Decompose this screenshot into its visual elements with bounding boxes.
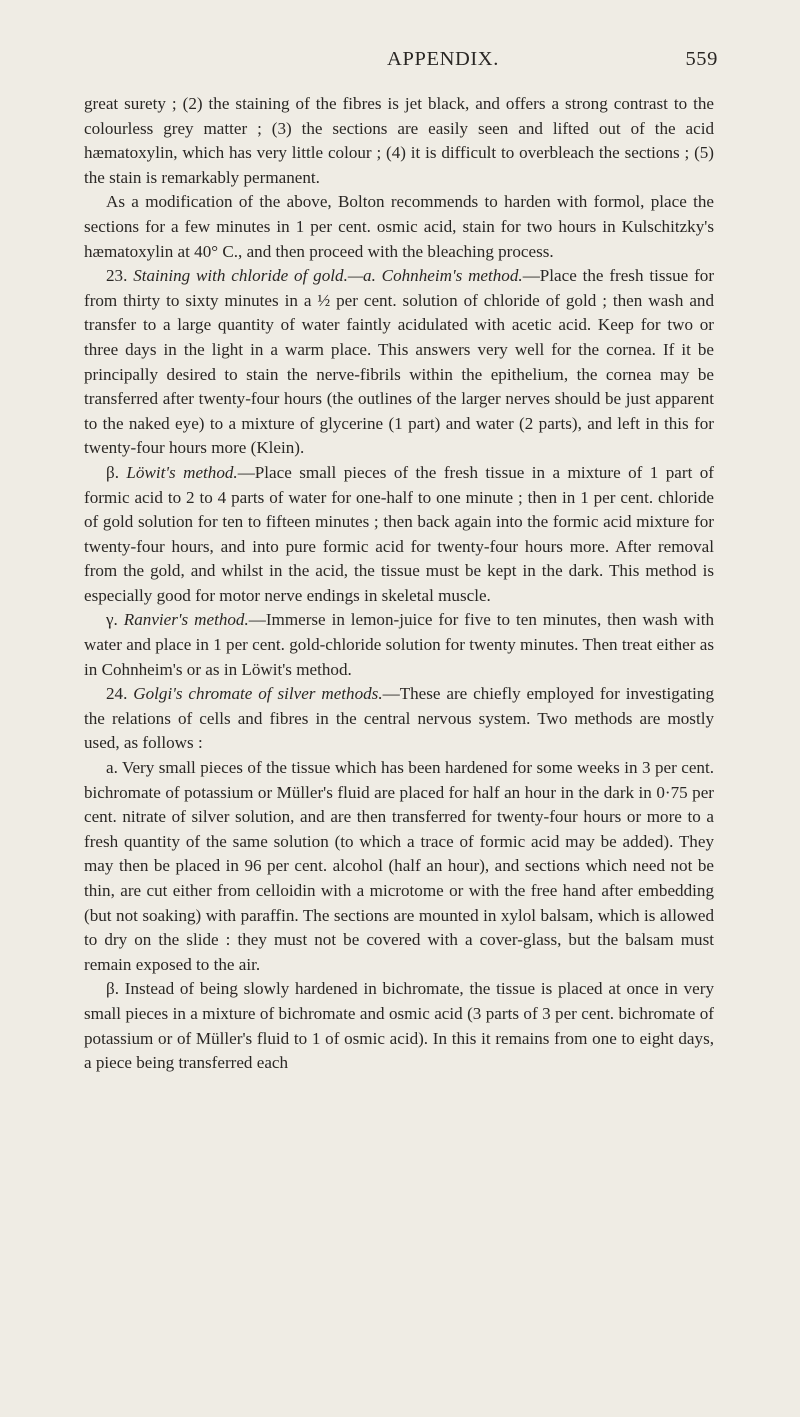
paragraph-golgi-methods [84, 682, 714, 756]
paragraph-golgi-method-a [84, 756, 714, 977]
section-number: 23. [106, 266, 134, 286]
paragraph-text: —These are chiefly employed for investigating the relations of cells and fibres in the central nervous system. Two methods are mostly used, as follows : [84, 684, 714, 753]
paragraph-golgi-method-b [84, 977, 714, 1075]
paragraph-ranvier-method [84, 608, 714, 682]
section-marker: β. [106, 462, 127, 482]
section-heading: Golgi's chromate of silver methods. [133, 684, 383, 704]
paragraph-text: Instead of being slowly hardened in bichromate, the tissue is placed at once in very small pieces in a mixture of bichromate and osmic acid (3 parts of 3 per cent. bichromate of potassium or of Müller's fluid to 1 of osmic acid). In this it remains from one to eight days, a piece being transferred each [84, 979, 714, 1073]
paragraph-gold-chloride-cohnheim [84, 264, 714, 461]
paragraph-text: great surety ; (2) the staining of the fibres is jet black, and offers a strong contrast to the colourless grey matter ; (3) the sections are easily seen and lifted out of the acid hæmatoxylin, which has very little colour ; (4) it is difficult to overbleach the sections ; (5) the stain is remarkably permanent. [84, 94, 714, 187]
running-title: APPENDIX. [387, 48, 499, 70]
running-header [88, 48, 718, 74]
paragraph-bolton-modification [84, 190, 714, 264]
paragraph-text: Very small pieces of the tissue which has been hardened for some weeks in 3 per cent. bichromate of potassium or Müller's fluid are placed for half an hour in the dark in 0·75 per cent. nitrate of silver solution, and are then transferred for twenty-four hours or more to a fresh quantity of the same solution (to which a trace of formic acid may be added). They may then be placed in 96 per cent. alcohol (half an hour), and sections which need not be thin, are cut either from celloidin with a microtome or with the free hand after embedding (but not soaking) with paraffin. The sections are mounted in xylol balsam, which is allowed to dry on the slide : they must not be covered with a cover-glass, but the balsam must remain exposed to the air. [84, 758, 714, 974]
section-marker: β. [106, 979, 125, 999]
paragraph-text: —Place small pieces of the fresh tissue in a mixture of 1 part of formic acid to 2 to 4 parts of water for one-half to one minute ; then in 1 per cent. chloride of gold solution for ten to fifteen minutes ; then back again into the formic acid mixture for twenty-four hours, and into pure formic acid for twenty-four hours more. After removal from the gold, and whilst in the acid, the tissue must be kept in the dark. This method is especially good for motor nerve endings in skeletal muscle. [84, 462, 714, 605]
paragraph-lowit-method [84, 461, 714, 609]
paragraph-text: As a modification of the above, Bolton recommends to harden with formol, place the sections for a few minutes in 1 per cent. osmic acid, stain for two hours in Kulschitzky's hæmatoxylin at 40° C., and then proceed with the bleaching process. [84, 192, 714, 261]
section-heading: Löwit's method. [126, 462, 238, 482]
section-marker: a. [106, 758, 123, 778]
section-heading: Ranvier's method. [123, 610, 249, 630]
section-number: 24. [106, 684, 134, 704]
page-number: 559 [685, 48, 718, 70]
section-marker: γ. [106, 610, 124, 630]
paragraph-text: —Place the fresh tissue for from thirty to sixty minutes in a ½ per cent. solution of chloride of gold ; then wash and transfer to a large quantity of water faintly acidulated with acetic acid. Keep for two or three days in the light in a warm place. This answers very well for the cornea. If it be principally desired to stain the nerve-fibrils within the epithelium, the cornea may be transferred after twenty-four hours (the outlines of the larger nerves should be just apparent to the naked eye) to a mixture of glycerine (1 part) and water (2 parts), and left in this for twenty-four hours more (Klein). [84, 266, 715, 458]
page-body [84, 92, 714, 1076]
paragraph-text: —Immerse in lemon-juice for five to ten minutes, then wash with water and place in 1 per cent. gold-chloride solution for twenty minutes. Then treat either as in Cohnheim's or as in Löwit's method. [84, 610, 714, 679]
paragraph-continuation [84, 92, 714, 190]
section-heading: Staining with chloride of gold.—a. Cohnheim's method. [133, 266, 523, 286]
